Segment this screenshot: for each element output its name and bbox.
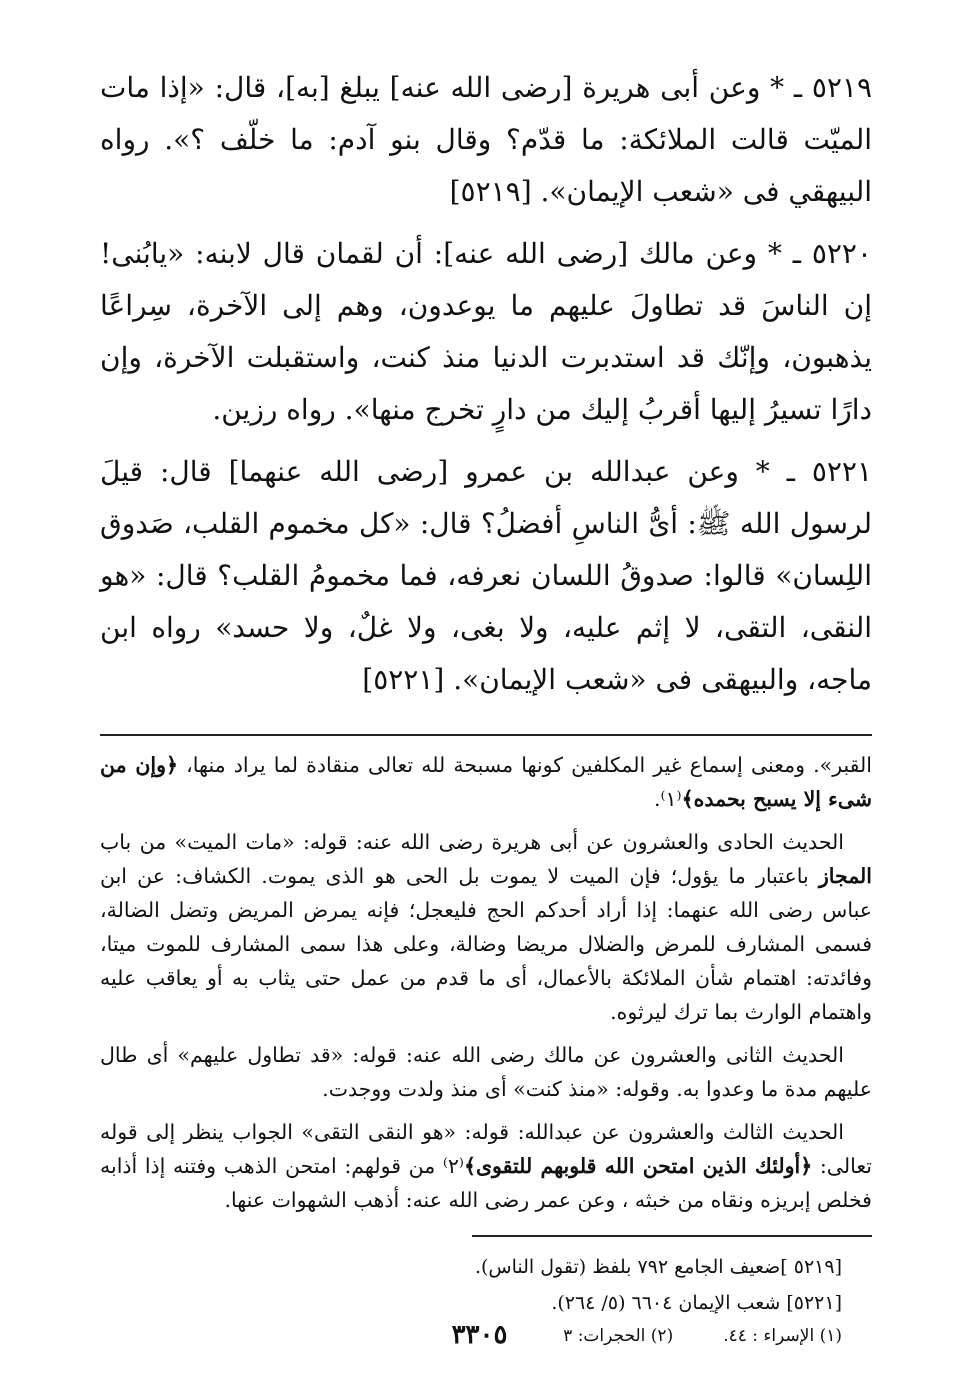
commentary-section (100, 748, 872, 1217)
page-number: ٣٣٠٥ (451, 1320, 508, 1350)
hadith-text: ٥٢١٩ ـ * وعن أبى هريرة [رضى الله عنه] يبلغ [به]، قال: «إذا مات الميّت قالت الملائكة: ما قدّم؟ وقال بنو آدم: ما خلّف ؟». رواه البيهقي فى «شعب الإيمان». [٥٢١٩] (100, 71, 872, 208)
footnote: (٢) الحجرات: ٣ (563, 1326, 674, 1346)
commentary-text: الحديث الثانى والعشرون عن مالك رضى الله عنه: قوله: «قد تطاول عليهم» أى طال عليهم مدة ما وعدوا به. وقوله: «منذ كنت» أى منذ ولدت ووجدت. (100, 1043, 872, 1101)
reference-line: [٥٢٢١] شعب الإيمان ٦٦٠٤ (٥/ ٢٦٤). (551, 1292, 842, 1314)
footnote: (١) الإسراء : ٤٤. (723, 1326, 842, 1346)
references-divider (472, 1235, 872, 1237)
reference-line: [٥٢١٩ ]ضعيف الجامع ٧٩٢ بلفظ (تقول الناس). (474, 1256, 842, 1278)
emphasis-term: المجاز (818, 864, 872, 888)
quran-verse: ﴿وإن من شىء إلا يسبح بحمده﴾ (100, 753, 872, 811)
hadith-5221 (100, 446, 872, 706)
page-content (100, 62, 872, 1351)
commentary-paragraph (100, 748, 872, 816)
hadith-5220 (100, 228, 872, 436)
commentary-text: الحديث الثالث والعشرون عن عبدالله: قوله: «هو النقى التقى» الجواب ينظر إلى قوله تعالى: (100, 1120, 872, 1178)
hadith-text: ٥٢٢٠ ـ * وعن مالك [رضى الله عنه]: أن لقمان قال لابنه: «يابُنى! إن الناسَ قد تطاولَ عليهم ما يوعدون، وهم إلى الآخرة، سِراعًا يذهبون، وإنّك قد استدبرت الدنيا منذ كنت، واستقبلت الآخرة، وإن دارًا تسيرُ إليها أقربُ إليك من دارٍ تخرج منها». رواه رزين. (100, 237, 872, 426)
commentary-paragraph (100, 1115, 872, 1217)
commentary-text: باعتبار ما يؤول؛ فإن الميت لا يموت بل الحى هو الذى يموت. الكشاف: عن ابن عباس رضى الله عنهما: إذا أراد أحدكم الحج فليعجل؛ فإنه يمرض المريض وتضل الضالة، فسمى المشارف للمرض والضلال مريضا وضالة، وعلى هذا سمى المشارف للموت ميتا، وفائدته: اهتمام شأن الملائكة بالأعمال، أى ما قدم من عمل حتى يثاب به أو يعاقب عليه واهتمام الوارث بما ترك ليرثوه. (100, 864, 872, 1024)
commentary-text: ⁽٢⁾ من قولهم: امتحن الذهب وفتنه إذا أذابه فخلص إبريزه ونقاه من خبثه ، وعن عمر رضى الله عنه: أذهب الشهوات عنها. (100, 1154, 872, 1212)
commentary-text: القبر». ومعنى إسماع غير المكلفين كونها مسبحة لله تعالى منقادة لما يراد منها، (178, 753, 872, 777)
references-section (100, 1249, 872, 1321)
hadith-5219 (100, 62, 872, 218)
quran-verse: ﴿أولئك الذين امتحن الله قلوبهم للتقوى﴾ (463, 1154, 813, 1178)
commentary-paragraph (100, 825, 872, 1029)
hadith-text: ٥٢٢١ ـ * وعن عبدالله بن عمرو [رضى الله عنهما] قال: قيلَ لرسول الله ﷺ: أىُّ الناسِ أفضلُ؟ قال: «كل مخموم القلب، صَدوق اللِسان» قالوا: صدوقُ اللسان نعرفه، فما مخمومُ القلب؟ قال: «هو النقى، التقى، لا إثم عليه، ولا بغى، ولا غلٌ، ولا حسد» رواه ابن ماجه، والبيهقى فى «شعب الإيمان». [٥٢٢١] (100, 455, 872, 696)
commentary-paragraph (100, 1038, 872, 1106)
commentary-text: الحديث الحادى والعشرون عن أبى هريرة رضى الله عنه: قوله: «مات الميت» من باب (100, 830, 844, 854)
commentary-divider (100, 734, 872, 736)
commentary-text: ⁽١⁾. (653, 787, 682, 811)
